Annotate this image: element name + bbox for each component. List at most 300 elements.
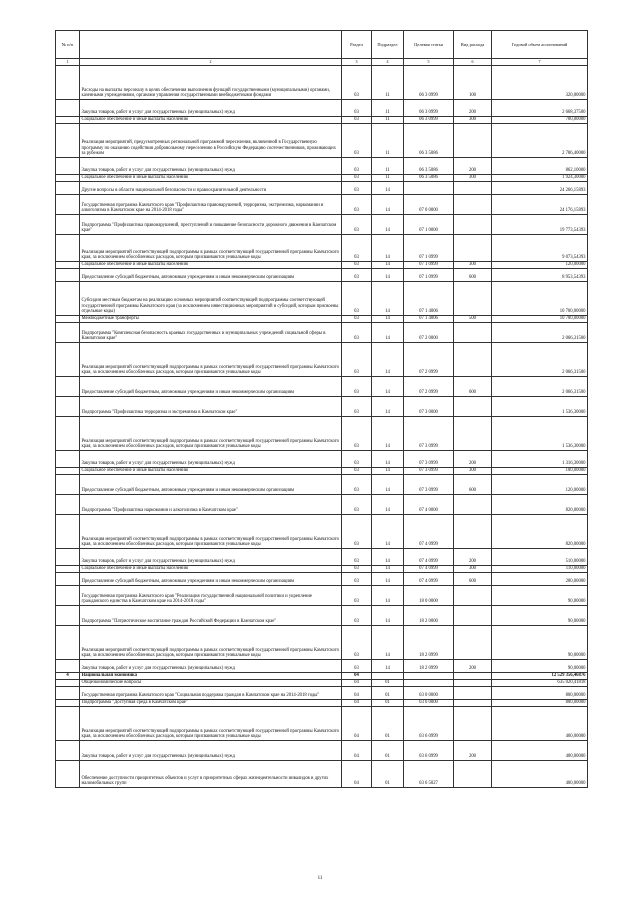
header-name <box>80 31 342 59</box>
header-annual-amount: Годовой объем ассигнований <box>492 31 588 59</box>
cell-amount: 120,00000 <box>492 475 588 495</box>
cell-razdel: 03 <box>342 549 372 566</box>
cell-razdel: 03 <box>342 586 372 606</box>
cell-expense-type: 600 <box>454 573 492 586</box>
cell-podrazdel: 14 <box>372 323 404 343</box>
cell-name: Реализация мероприятий, предусмотренных региональной программой переселения, включенной в Государственную программу по оказанию содействия добровольному переселению в Российскую Федерацию соотечественников, проживающих за рубежом <box>80 124 342 158</box>
cell-amount: 820,00000 <box>492 495 588 515</box>
header-num: № п/п <box>56 31 80 59</box>
cell-num <box>56 549 80 566</box>
cell-razdel: 03 <box>342 100 372 117</box>
cell-expense-type <box>454 687 492 700</box>
cell-num <box>56 475 80 495</box>
colnum: 4 <box>372 59 404 66</box>
table-row <box>56 343 588 377</box>
cell-num <box>56 451 80 468</box>
cell-razdel: 03 <box>342 606 372 626</box>
cell-name: Предоставление субсидий бюджетным, автономным учреждениям и иным некоммерческим организациям <box>80 475 342 495</box>
cell-num <box>56 377 80 397</box>
cell-expense-type <box>454 195 492 215</box>
table-body <box>56 66 588 788</box>
cell-num <box>56 495 80 515</box>
cell-razdel: 04 <box>342 680 372 687</box>
cell-expense-type: 600 <box>454 475 492 495</box>
cell-target-article: 03 6 0999 <box>404 707 454 741</box>
cell-razdel: 03 <box>342 323 372 343</box>
cell-razdel: 03 <box>342 468 372 475</box>
cell-amount: 100,00000 <box>492 468 588 475</box>
cell-num <box>56 262 80 269</box>
cell-expense-type: 200 <box>454 451 492 468</box>
cell-amount: 510,00000 <box>492 549 588 566</box>
cell-expense-type <box>454 417 492 451</box>
cell-num <box>56 566 80 573</box>
cell-num <box>56 158 80 175</box>
cell-razdel: 04 <box>342 687 372 700</box>
header-expense-type: Вид расхода <box>454 31 492 59</box>
cell-num <box>56 700 80 707</box>
cell-num <box>56 282 80 316</box>
cell-podrazdel: 01 <box>372 707 404 741</box>
table-row <box>56 175 588 182</box>
cell-expense-type <box>454 397 492 417</box>
cell-amount: 2 066,31500 <box>492 343 588 377</box>
cell-target-article: 07 3 0999 <box>404 451 454 468</box>
cell-name: Реализация мероприятий соответствующей подпрограммы в рамках соответствующей государственной программы Камчатского края, за исключением обособленных расходов, которым присваиваются уникальные коды <box>80 417 342 451</box>
table-row <box>56 124 588 158</box>
cell-target-article: 07 4 0999 <box>404 515 454 549</box>
cell-target-article: 18 2 0999 <box>404 660 454 673</box>
cell-name: Обеспечение доступности приоритетных объектов и услуг в приоритетных сферах жизнедеятельности инвалидов и других маломобильных групп <box>80 761 342 788</box>
cell-razdel: 03 <box>342 124 372 158</box>
cell-name: Закупка товаров, работ и услуг для государственных (муниципальных) нужд <box>80 549 342 566</box>
cell-target-article: 07 2 0999 <box>404 343 454 377</box>
cell-name: Другие вопросы в области национальной безопасности и правоохранительной деятельности <box>80 182 342 195</box>
table-row <box>56 117 588 124</box>
table-row <box>56 158 588 175</box>
cell-podrazdel: 14 <box>372 586 404 606</box>
table-row <box>56 182 588 195</box>
table-row <box>56 397 588 417</box>
table-row <box>56 66 588 100</box>
cell-amount: 800,00000 <box>492 700 588 707</box>
cell-target-article: 07 4 0999 <box>404 573 454 586</box>
cell-num <box>56 175 80 182</box>
cell-amount: 700,00000 <box>492 117 588 124</box>
cell-razdel: 03 <box>342 316 372 323</box>
cell-expense-type <box>454 124 492 158</box>
cell-podrazdel: 14 <box>372 495 404 515</box>
cell-num <box>56 100 80 117</box>
table-row <box>56 626 588 660</box>
cell-amount: 24 176,15893 <box>492 195 588 215</box>
cell-razdel: 03 <box>342 262 372 269</box>
cell-razdel: 04 <box>342 700 372 707</box>
cell-amount: 120,00000 <box>492 262 588 269</box>
cell-amount: 820,00000 <box>492 515 588 549</box>
cell-name: Подпрограмма "Доступная среда в Камчатском крае" <box>80 700 342 707</box>
cell-expense-type: 100 <box>454 66 492 100</box>
cell-podrazdel: 14 <box>372 468 404 475</box>
cell-razdel: 03 <box>342 182 372 195</box>
cell-name: Реализация мероприятий соответствующей подпрограммы в рамках соответствующей государственной программы Камчатского края, за исключением обособленных расходов, которым присваиваются уникальные коды <box>80 343 342 377</box>
table-row <box>56 323 588 343</box>
cell-expense-type: 600 <box>454 269 492 282</box>
cell-podrazdel: 14 <box>372 215 404 235</box>
table-row <box>56 377 588 397</box>
table-row <box>56 417 588 451</box>
table-row <box>56 566 588 573</box>
colnum: 5 <box>404 59 454 66</box>
document-page <box>55 30 587 788</box>
cell-name: Закупка товаров, работ и услуг для государственных (муниципальных) нужд <box>80 741 342 761</box>
cell-target-article: 03 6 0000 <box>404 700 454 707</box>
cell-target-article <box>404 673 454 680</box>
cell-name: Реализация мероприятий соответствующей подпрограммы в рамках соответствующей государственной программы Камчатского края, за исключением обособленных расходов, которым присваиваются уникальные коды <box>80 707 342 741</box>
cell-num <box>56 182 80 195</box>
cell-podrazdel: 11 <box>372 158 404 175</box>
cell-target-article: 07 3 0999 <box>404 475 454 495</box>
cell-amount: 1 924,30000 <box>492 175 588 182</box>
cell-name: Государственная программа Камчатского края "Социальная поддержка граждан в Камчатском крае на 2014-2018 годы" <box>80 687 342 700</box>
cell-target-article: 18 0 0000 <box>404 586 454 606</box>
table-row <box>56 741 588 761</box>
cell-amount: 19 773,54393 <box>492 215 588 235</box>
cell-target-article: 07 1 0999 <box>404 262 454 269</box>
cell-num <box>56 573 80 586</box>
cell-name: Государственная программа Камчатского края "Профилактика правонарушений, терроризма, экстремизма, наркомании и алкоголизма в Камчатском крае на 2014-2018 годы" <box>80 195 342 215</box>
cell-expense-type <box>454 515 492 549</box>
cell-amount: 200,00000 <box>492 573 588 586</box>
cell-target-article: 07 1 4006 <box>404 282 454 316</box>
cell-expense-type <box>454 323 492 343</box>
cell-expense-type <box>454 343 492 377</box>
table-row <box>56 100 588 117</box>
cell-name: Реализация мероприятий соответствующей подпрограммы в рамках соответствующей государственной программы Камчатского края, за исключением обособленных расходов, которым присваиваются уникальные коды <box>80 235 342 262</box>
table-row <box>56 262 588 269</box>
page-number: 11 <box>317 876 323 881</box>
cell-amount: 90,00000 <box>492 626 588 660</box>
cell-name: Государственная программа Камчатского края "Реализация государственной национальной политики и укрепление гражданского единства в Камчатском крае на 2014-2018 годы" <box>80 586 342 606</box>
table-row <box>56 475 588 495</box>
cell-name: Социальное обеспечение и иные выплаты населению <box>80 117 342 124</box>
cell-amount: 110,00000 <box>492 566 588 573</box>
cell-amount: 10 700,00000 <box>492 316 588 323</box>
cell-razdel: 03 <box>342 282 372 316</box>
cell-num <box>56 316 80 323</box>
cell-podrazdel: 14 <box>372 269 404 282</box>
colnum: 1 <box>56 59 80 66</box>
cell-num <box>56 468 80 475</box>
cell-razdel: 03 <box>342 117 372 124</box>
cell-podrazdel: 14 <box>372 606 404 626</box>
cell-expense-type: 200 <box>454 741 492 761</box>
cell-amount: 400,00000 <box>492 741 588 761</box>
cell-target-article: 07 1 4006 <box>404 316 454 323</box>
cell-podrazdel <box>372 673 404 680</box>
cell-podrazdel: 11 <box>372 100 404 117</box>
budget-allocation-table <box>55 30 588 788</box>
cell-num <box>56 269 80 282</box>
cell-razdel: 03 <box>342 515 372 549</box>
cell-amount: 1 536,30000 <box>492 417 588 451</box>
cell-target-article: 07 1 0000 <box>404 215 454 235</box>
cell-amount: 400,00000 <box>492 707 588 741</box>
table-row <box>56 269 588 282</box>
cell-name: Предоставление субсидий бюджетным, автономным учреждениям и иным некоммерческим организациям <box>80 269 342 282</box>
cell-num <box>56 741 80 761</box>
cell-name: Предоставление субсидий бюджетным, автономным учреждениям и иным некоммерческим организациям <box>80 573 342 586</box>
table-row <box>56 573 588 586</box>
cell-target-article: 07 4 0999 <box>404 566 454 573</box>
cell-target-article: 06 3 0999 <box>404 117 454 124</box>
cell-name: Межбюджетные трансферты <box>80 316 342 323</box>
table-row <box>56 451 588 468</box>
cell-target-article: 06 3 0999 <box>404 66 454 100</box>
cell-num <box>56 117 80 124</box>
cell-expense-type: 300 <box>454 117 492 124</box>
cell-num <box>56 215 80 235</box>
cell-razdel: 03 <box>342 573 372 586</box>
cell-amount: 320,00000 <box>492 66 588 100</box>
table-row <box>56 586 588 606</box>
cell-razdel: 03 <box>342 269 372 282</box>
cell-num <box>56 66 80 100</box>
cell-name: Подпрограмма "Профилактика наркомании и алкоголизма в Камчатском крае" <box>80 495 342 515</box>
cell-target-article <box>404 680 454 687</box>
cell-expense-type: 200 <box>454 660 492 673</box>
cell-amount: 1 316,30000 <box>492 451 588 468</box>
cell-num <box>56 515 80 549</box>
cell-target-article: 07 3 0999 <box>404 468 454 475</box>
cell-name: Закупка товаров, работ и услуг для государственных (муниципальных) нужд <box>80 100 342 117</box>
cell-name: Реализация мероприятий соответствующей подпрограммы в рамках соответствующей государственной программы Камчатского края, за исключением обособленных расходов, которым присваиваются уникальные коды <box>80 515 342 549</box>
cell-name: Социальное обеспечение и иные выплаты населению <box>80 566 342 573</box>
cell-num <box>56 586 80 606</box>
cell-target-article: 18 2 0000 <box>404 606 454 626</box>
table-row <box>56 549 588 566</box>
cell-razdel: 04 <box>342 741 372 761</box>
cell-amount: 800,00000 <box>492 687 588 700</box>
column-number-row <box>56 59 588 66</box>
cell-expense-type <box>454 673 492 680</box>
cell-expense-type: 600 <box>454 377 492 397</box>
cell-podrazdel: 01 <box>372 687 404 700</box>
cell-expense-type: 300 <box>454 468 492 475</box>
cell-expense-type <box>454 215 492 235</box>
cell-name: Национальная экономика <box>80 673 342 680</box>
cell-amount: 635 020,41818 <box>492 680 588 687</box>
cell-podrazdel: 14 <box>372 377 404 397</box>
cell-razdel: 03 <box>342 397 372 417</box>
table-header-row <box>56 31 588 59</box>
header-podrazdel: Подраздел <box>372 31 404 59</box>
colnum: 7 <box>492 59 588 66</box>
cell-num <box>56 124 80 158</box>
cell-podrazdel: 14 <box>372 397 404 417</box>
cell-num <box>56 707 80 741</box>
cell-amount: 2 668,37500 <box>492 100 588 117</box>
table-row <box>56 761 588 788</box>
cell-expense-type <box>454 707 492 741</box>
cell-target-article: 03 0 0000 <box>404 687 454 700</box>
cell-name: Реализация мероприятий соответствующей подпрограммы в рамках соответствующей государственной программы Камчатского края, за исключением обособленных расходов, которым присваиваются уникальные коды <box>80 626 342 660</box>
cell-target-article: 03 6 0999 <box>404 741 454 761</box>
cell-name: Закупка товаров, работ и услуг для государственных (муниципальных) нужд <box>80 158 342 175</box>
cell-expense-type <box>454 680 492 687</box>
cell-amount: 2 786,40000 <box>492 124 588 158</box>
cell-podrazdel: 14 <box>372 573 404 586</box>
cell-num <box>56 343 80 377</box>
table-row <box>56 495 588 515</box>
cell-target-article: 07 2 0999 <box>404 377 454 397</box>
cell-podrazdel: 14 <box>372 549 404 566</box>
cell-expense-type <box>454 700 492 707</box>
colnum: 3 <box>342 59 372 66</box>
cell-name: Общеэкономические вопросы <box>80 680 342 687</box>
cell-num <box>56 397 80 417</box>
cell-expense-type <box>454 182 492 195</box>
cell-podrazdel: 14 <box>372 417 404 451</box>
cell-target-article: 06 3 5086 <box>404 124 454 158</box>
cell-expense-type <box>454 495 492 515</box>
cell-podrazdel: 14 <box>372 235 404 262</box>
table-row <box>56 215 588 235</box>
cell-expense-type: 300 <box>454 262 492 269</box>
cell-name: Подпрограмма "Профилактика правонарушений, преступлений и повышение безопасности дорожного движения в Камчатском крае" <box>80 215 342 235</box>
table-row <box>56 606 588 626</box>
colnum: 2 <box>80 59 342 66</box>
table-row <box>56 515 588 549</box>
cell-target-article: 06 3 0999 <box>404 100 454 117</box>
cell-target-article: 07 1 0999 <box>404 235 454 262</box>
cell-target-article: 07 3 0999 <box>404 417 454 451</box>
cell-podrazdel: 14 <box>372 475 404 495</box>
cell-expense-type: 200 <box>454 100 492 117</box>
cell-razdel: 03 <box>342 235 372 262</box>
cell-target-article: 07 4 0999 <box>404 549 454 566</box>
cell-target-article: 07 1 0999 <box>404 269 454 282</box>
cell-expense-type: 200 <box>454 158 492 175</box>
cell-podrazdel: 14 <box>372 282 404 316</box>
cell-name: Подпрограмма "Комплексная безопасность краевых государственных и муниципальных учреждений социальной сферы в Камчатском крае" <box>80 323 342 343</box>
cell-expense-type <box>454 282 492 316</box>
cell-num <box>56 761 80 788</box>
cell-expense-type <box>454 606 492 626</box>
cell-num <box>56 323 80 343</box>
cell-num <box>56 606 80 626</box>
cell-razdel: 04 <box>342 673 372 680</box>
cell-name: Предоставление субсидий бюджетным, автономным учреждениям и иным некоммерческим организациям <box>80 377 342 397</box>
cell-razdel: 04 <box>342 707 372 741</box>
table-row <box>56 282 588 316</box>
cell-razdel: 03 <box>342 417 372 451</box>
cell-num <box>56 687 80 700</box>
cell-podrazdel: 14 <box>372 660 404 673</box>
cell-expense-type <box>454 235 492 262</box>
cell-podrazdel: 14 <box>372 316 404 323</box>
cell-razdel: 03 <box>342 195 372 215</box>
cell-target-article: 06 3 5086 <box>404 158 454 175</box>
table-row <box>56 680 588 687</box>
cell-razdel: 03 <box>342 175 372 182</box>
cell-podrazdel: 14 <box>372 195 404 215</box>
cell-target-article: 07 2 0000 <box>404 323 454 343</box>
cell-amount: 8 953,54393 <box>492 269 588 282</box>
cell-amount: 9 073,54393 <box>492 235 588 262</box>
cell-target-article: 06 3 5086 <box>404 175 454 182</box>
colnum: 6 <box>454 59 492 66</box>
cell-podrazdel: 11 <box>372 124 404 158</box>
cell-num <box>56 195 80 215</box>
cell-razdel: 03 <box>342 451 372 468</box>
cell-target-article: 07 3 0000 <box>404 397 454 417</box>
cell-razdel: 03 <box>342 158 372 175</box>
cell-name: Субсидии местным бюджетам на реализацию основных мероприятий соответствующей подпрограммы соответствующей государственной программы Камчатского края (за исключением инвестиционных мероприятий и субсидий, которым присвоены отдельные коды) <box>80 282 342 316</box>
cell-num <box>56 680 80 687</box>
cell-podrazdel: 14 <box>372 515 404 549</box>
cell-name: Закупка товаров, работ и услуг для государственных (муниципальных) нужд <box>80 451 342 468</box>
cell-podrazdel: 01 <box>372 741 404 761</box>
cell-podrazdel: 14 <box>372 343 404 377</box>
cell-razdel: 03 <box>342 626 372 660</box>
cell-name: Расходы на выплаты персоналу в целях обеспечения выполнения функций государственными (муниципальными) органами, казенными учреждениями, органами управления государственными внебюджетными фондами <box>80 66 342 100</box>
cell-expense-type <box>454 761 492 788</box>
cell-expense-type <box>454 626 492 660</box>
table-row <box>56 235 588 262</box>
cell-podrazdel: 14 <box>372 566 404 573</box>
cell-expense-type: 500 <box>454 316 492 323</box>
cell-amount: 12 529 356,46876 <box>492 673 588 680</box>
cell-podrazdel: 11 <box>372 175 404 182</box>
cell-amount: 862,10000 <box>492 158 588 175</box>
cell-expense-type: 200 <box>454 549 492 566</box>
cell-razdel: 03 <box>342 660 372 673</box>
cell-amount: 10 700,00000 <box>492 282 588 316</box>
cell-expense-type <box>454 586 492 606</box>
table-row <box>56 316 588 323</box>
cell-name: Закупка товаров, работ и услуг для государственных (муниципальных) нужд <box>80 660 342 673</box>
cell-podrazdel: 14 <box>372 626 404 660</box>
table-row <box>56 468 588 475</box>
cell-podrazdel: 01 <box>372 680 404 687</box>
cell-razdel: 03 <box>342 215 372 235</box>
header-razdel: Раздел <box>342 31 372 59</box>
cell-name: Социальное обеспечение и иные выплаты населению <box>80 175 342 182</box>
cell-target-article: 07 4 0000 <box>404 495 454 515</box>
cell-num <box>56 235 80 262</box>
cell-name: Подпрограмма "Профилактика терроризма и экстремизма в Камчатском крае" <box>80 397 342 417</box>
cell-target-article: 03 6 5027 <box>404 761 454 788</box>
cell-razdel: 03 <box>342 66 372 100</box>
cell-amount: 90,00000 <box>492 606 588 626</box>
table-row <box>56 673 588 680</box>
cell-amount: 90,00000 <box>492 660 588 673</box>
cell-razdel: 03 <box>342 377 372 397</box>
cell-amount: 90,00000 <box>492 586 588 606</box>
table-row <box>56 687 588 700</box>
cell-expense-type: 300 <box>454 566 492 573</box>
cell-amount: 24 266,15893 <box>492 182 588 195</box>
cell-podrazdel: 11 <box>372 66 404 100</box>
cell-expense-type: 300 <box>454 175 492 182</box>
header-target-article: Целевая статья <box>404 31 454 59</box>
cell-name: Подпрограмма "Патриотическое воспитание граждан Российской Федерации в Камчатском крае" <box>80 606 342 626</box>
cell-razdel: 03 <box>342 495 372 515</box>
cell-podrazdel: 14 <box>372 262 404 269</box>
cell-razdel: 04 <box>342 761 372 788</box>
cell-amount: 2 066,31500 <box>492 323 588 343</box>
